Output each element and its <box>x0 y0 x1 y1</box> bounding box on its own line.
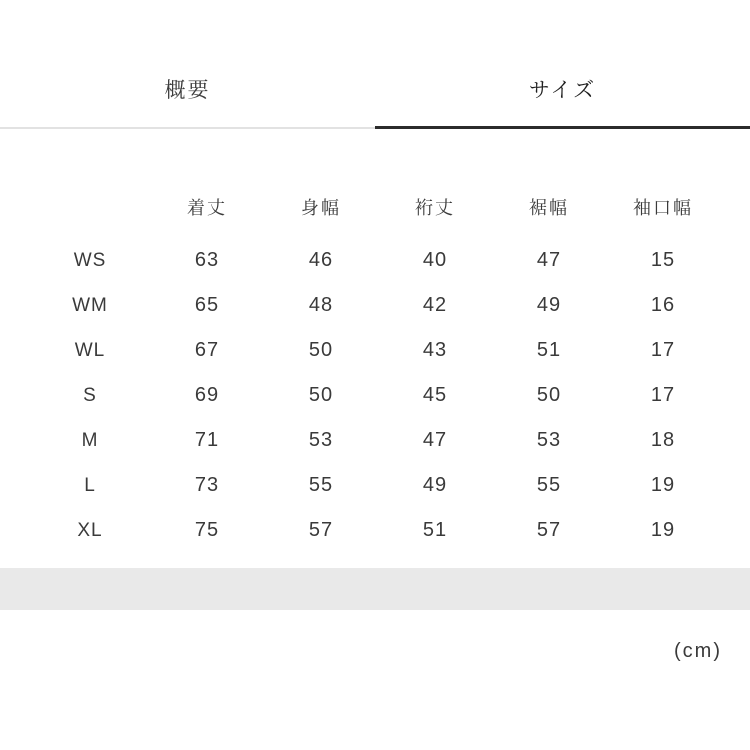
unit-note: (cm) <box>674 640 722 662</box>
size-table <box>30 160 720 553</box>
divider-band <box>0 568 750 610</box>
row-size-wm: WM <box>72 294 108 316</box>
cell-wm-sodeguchihaba: 16 <box>650 294 676 316</box>
cell-ws-mihaba: 46 <box>308 249 334 271</box>
table-row <box>30 283 720 328</box>
cell-l-sodeguchihaba: 19 <box>650 474 676 496</box>
table-corner-cell <box>30 160 150 238</box>
row-size-l: L <box>84 474 96 496</box>
cell-wl-susohaba: 51 <box>536 339 562 361</box>
column-header-sodeguchihaba: 袖口幅 <box>633 198 693 218</box>
cell-wl-yukitake: 43 <box>422 339 448 361</box>
table-row <box>30 238 720 283</box>
cell-l-mihaba: 55 <box>308 474 334 496</box>
cell-wm-yukitake: 42 <box>422 294 448 316</box>
cell-s-yukitake: 45 <box>422 384 448 406</box>
cell-xl-mihaba: 57 <box>308 519 334 541</box>
cell-l-yukitake: 49 <box>422 474 448 496</box>
cell-xl-yukitake: 51 <box>422 519 448 541</box>
cell-m-kitake: 71 <box>194 429 220 451</box>
cell-ws-yukitake: 40 <box>422 249 448 271</box>
cell-xl-kitake: 75 <box>194 519 220 541</box>
cell-xl-susohaba: 57 <box>536 519 562 541</box>
column-header-yukitake: 裄丈 <box>415 198 455 218</box>
table-row <box>30 508 720 553</box>
table-row <box>30 463 720 508</box>
tab-bar <box>0 60 750 129</box>
cell-wm-mihaba: 48 <box>308 294 334 316</box>
table-row <box>30 418 720 463</box>
cell-s-susohaba: 50 <box>536 384 562 406</box>
tab-size[interactable]: サイズ <box>375 60 750 129</box>
row-size-wl: WL <box>74 339 106 361</box>
column-header-kitake: 着丈 <box>187 198 227 218</box>
cell-l-susohaba: 55 <box>536 474 562 496</box>
column-header-susohaba: 裾幅 <box>529 198 569 218</box>
row-size-m: M <box>81 429 99 451</box>
cell-wm-susohaba: 49 <box>536 294 562 316</box>
cell-m-sodeguchihaba: 18 <box>650 429 676 451</box>
cell-ws-kitake: 63 <box>194 249 220 271</box>
row-size-xl: XL <box>77 519 103 541</box>
cell-wm-kitake: 65 <box>194 294 220 316</box>
row-size-s: S <box>83 384 97 406</box>
cell-l-kitake: 73 <box>194 474 220 496</box>
cell-m-susohaba: 53 <box>536 429 562 451</box>
cell-wl-sodeguchihaba: 17 <box>650 339 676 361</box>
table-row <box>30 328 720 373</box>
cell-m-mihaba: 53 <box>308 429 334 451</box>
cell-ws-sodeguchihaba: 15 <box>650 249 676 271</box>
cell-s-kitake: 69 <box>194 384 220 406</box>
row-size-ws: WS <box>73 249 107 271</box>
cell-ws-susohaba: 47 <box>536 249 562 271</box>
size-table-body <box>30 238 720 553</box>
cell-wl-mihaba: 50 <box>308 339 334 361</box>
table-row <box>30 373 720 418</box>
cell-s-sodeguchihaba: 17 <box>650 384 676 406</box>
column-header-mihaba: 身幅 <box>301 198 341 218</box>
cell-wl-kitake: 67 <box>194 339 220 361</box>
size-table-container <box>0 160 750 553</box>
table-header-row <box>30 160 720 238</box>
size-table-head <box>30 160 720 238</box>
cell-xl-sodeguchihaba: 19 <box>650 519 676 541</box>
tab-overview[interactable]: 概要 <box>0 60 375 129</box>
cell-s-mihaba: 50 <box>308 384 334 406</box>
cell-m-yukitake: 47 <box>422 429 448 451</box>
